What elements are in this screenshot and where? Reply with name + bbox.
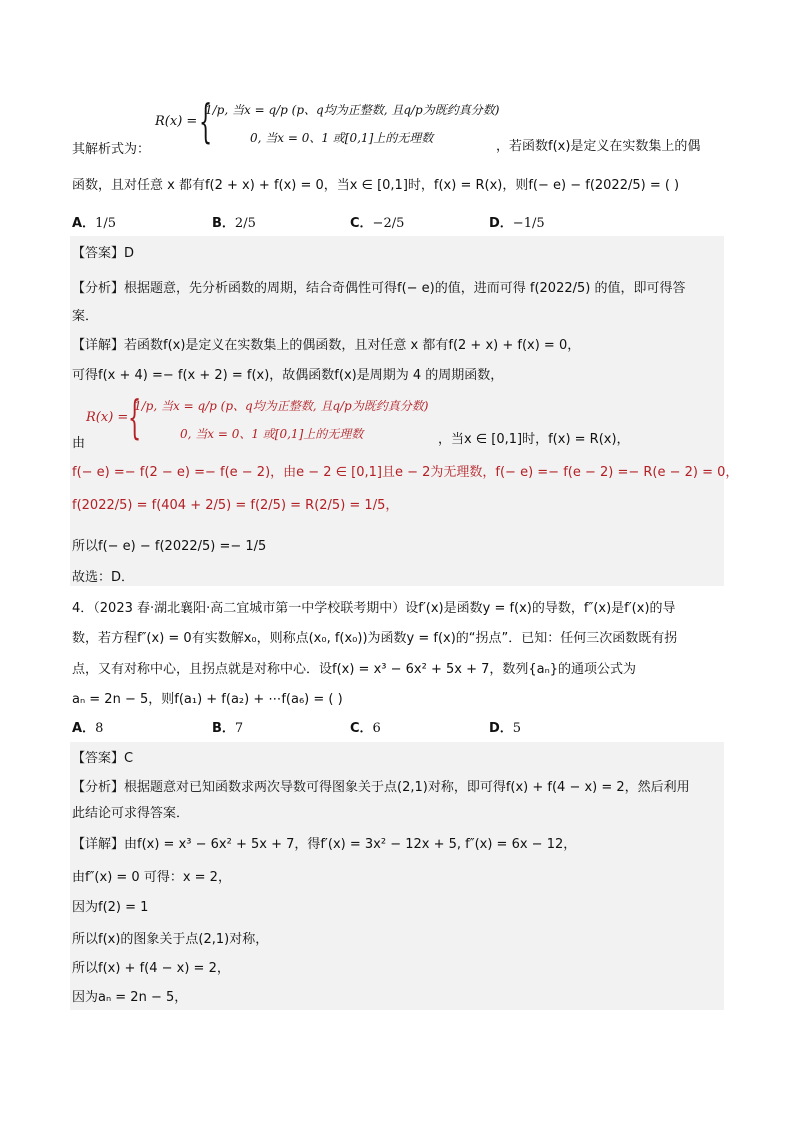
- q3-detail-5: f(2022/5) = f(404 + 2/5) = f(2/5) = R(2/5) = 1/5，: [72, 498, 399, 513]
- q4-stem-3: 点，又有对称中心，且拐点就是对称中心．设f(x) = x³ − 6x² + 5x + 7，数列{aₙ}的通项公式为: [72, 662, 637, 677]
- q4-detail-2: 由f″(x) = 0 可得：x = 2，: [72, 870, 231, 885]
- r-case-1-red: 1/p, 当x = q/p (p、q均为正整数, 且q/p为既约真分数): [134, 399, 429, 413]
- q4-detail-6: 因为aₙ = 2n − 5，: [72, 990, 188, 1005]
- q3-analysis: 【分析】根据题意，先分析函数的周期，结合奇偶性可得f(− e)的值，进而可得 f(2022/5) 的值，即可得答: [72, 281, 686, 296]
- q4-stem-2: 数，若方程f″(x) = 0有实数解x₀，则称点(x₀, f(x₀))为函数y = f(x)的“拐点”．已知：任何三次函数既有拐: [72, 631, 678, 646]
- q4-analysis: 【分析】根据题意对已知函数求两次导数可得图象关于点(2,1)对称，即可得f(x) + f(4 − x) = 2，然后利用: [72, 780, 690, 795]
- q4-detail-5: 所以f(x) + f(4 − x) = 2，: [72, 961, 230, 976]
- q3-detail-4: f(− e) =− f(2 − e) =− f(e − 2)，由e − 2 ∈ [0,1]且e − 2为无理数，f(− e) =− f(e − 2) =− R(e − 2) = 0，: [72, 465, 739, 480]
- q4-option-a[interactable]: A．8: [72, 721, 104, 736]
- piecewise-brace: {: [199, 94, 213, 148]
- q3-detail-6: 所以f(− e) − f(2022/5) =− 1/5: [72, 539, 267, 554]
- q3-option-a[interactable]: A．1/5: [72, 216, 116, 231]
- q3-detail-3-post: ，当x ∈ [0,1]时，f(x) = R(x)，: [438, 432, 630, 447]
- q4-stem-1: 4．（2023 春·湖北襄阳·高二宜城市第一中学校联考期中）设f′(x)是函数y = f(x)的导数，f″(x)是f′(x)的导: [72, 601, 676, 616]
- r-def-lhs-red: R(x) =: [86, 410, 129, 425]
- r-case-2: 0, 当x = 0、1 或[0,1]上的无理数: [250, 131, 434, 145]
- q3-detail-7: 故选：D．: [72, 570, 135, 585]
- q3-option-c[interactable]: C．−2/5: [350, 216, 405, 231]
- q4-stem-4: aₙ = 2n − 5，则f(a₁) + f(a₂) + ⋯f(a₆) = ( ): [72, 692, 343, 707]
- q3-stem: 函数，且对任意 x 都有f(2 + x) + f(x) = 0，当x ∈ [0,1]时，f(x) = R(x)，则f(− e) − f(2022/5) = ( ): [72, 178, 680, 193]
- q3-detail-1: 【详解】若函数f(x)是定义在实数集上的偶函数，且对任意 x 都有f(2 + x) + f(x) = 0，: [72, 338, 581, 353]
- q4-option-d[interactable]: D．5: [489, 721, 522, 736]
- q3-option-d[interactable]: D．−1/5: [489, 216, 545, 231]
- q3-cont: ，若函数f(x)是定义在实数集上的偶: [496, 139, 701, 154]
- q4-answer: 【答案】C: [72, 751, 134, 766]
- q3-answer: 【答案】D: [72, 246, 135, 261]
- q3-option-b[interactable]: B．2/5: [212, 216, 256, 231]
- q4-analysis-cont: 此结论可求得答案．: [72, 806, 190, 821]
- piecewise-brace-red: {: [128, 390, 142, 444]
- q3-intro: 其解析式为：: [72, 142, 151, 157]
- q3-detail-3-pre: 由: [72, 436, 86, 451]
- r-def-lhs: R(x) =: [155, 114, 198, 129]
- q4-detail-1: 【详解】由f(x) = x³ − 6x² + 5x + 7，得f′(x) = 3x² − 12x + 5, f″(x) = 6x − 12，: [72, 837, 577, 852]
- q3-analysis-cont: 案．: [72, 309, 99, 324]
- r-case-1: 1/p, 当x = q/p (p、q均为正整数, 且q/p为既约真分数): [205, 103, 500, 117]
- r-case-2-red: 0, 当x = 0、1 或[0,1]上的无理数: [180, 427, 364, 441]
- q3-detail-2: 可得f(x + 4) =− f(x + 2) = f(x)，故偶函数f(x)是周期为 4 的周期函数，: [72, 368, 504, 383]
- q4-option-b[interactable]: B．7: [212, 721, 244, 736]
- q4-option-c[interactable]: C．6: [350, 721, 381, 736]
- q4-detail-4: 所以f(x)的图象关于点(2,1)对称，: [72, 932, 269, 947]
- q4-detail-3: 因为f(2) = 1: [72, 900, 149, 915]
